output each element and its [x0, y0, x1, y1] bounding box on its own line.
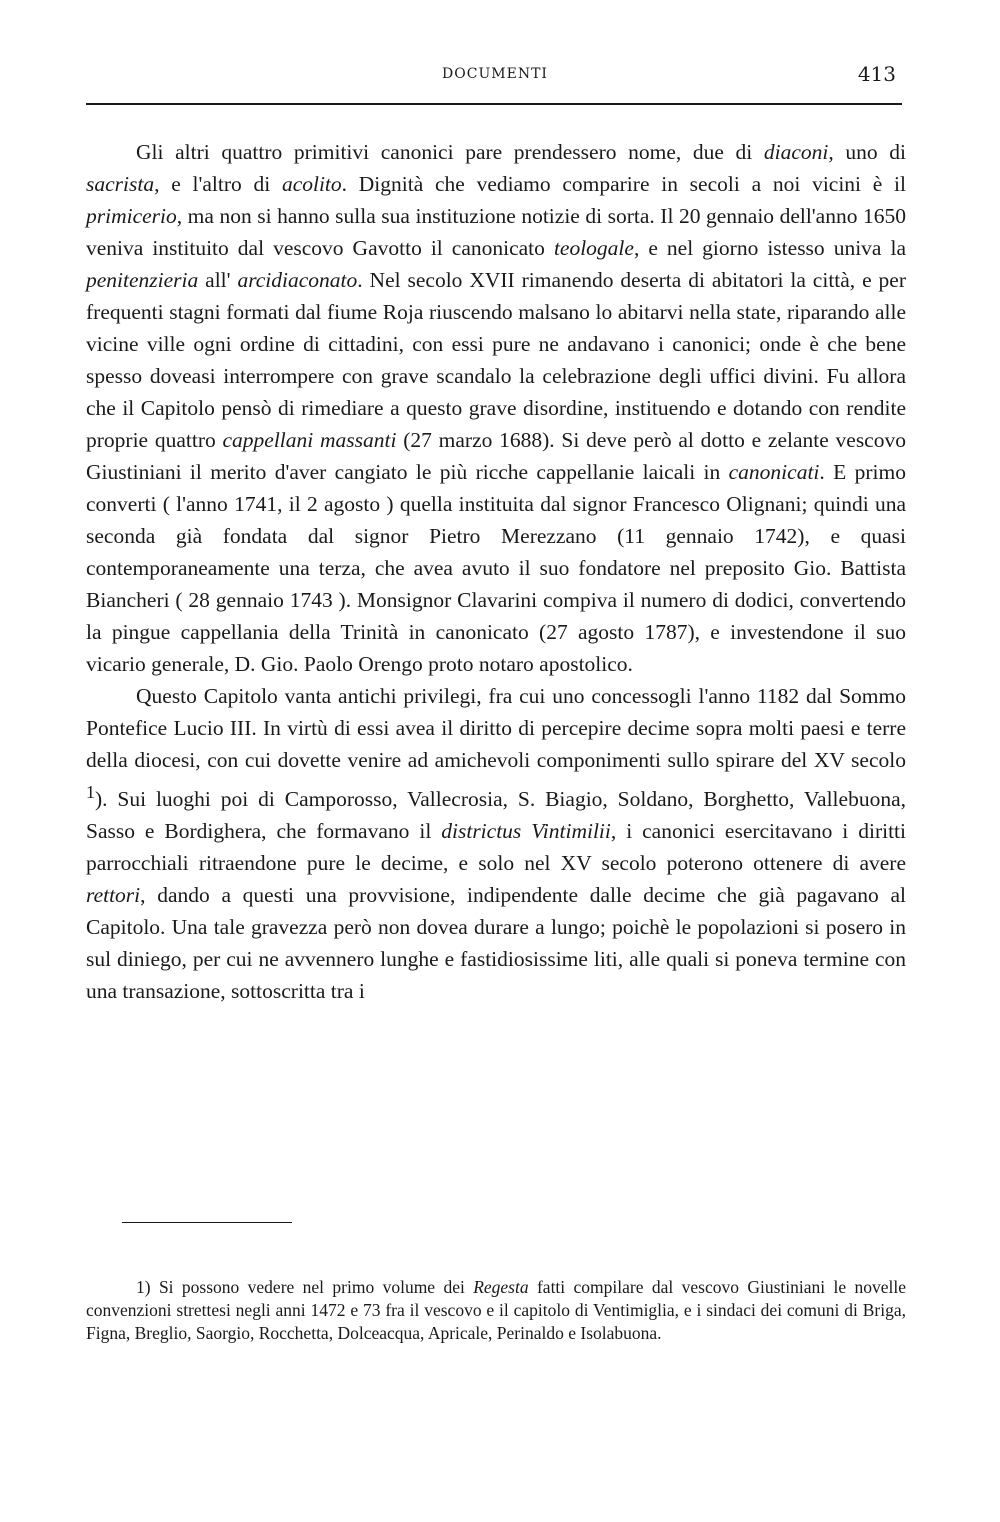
italic-term: sacrista: [86, 172, 155, 196]
footnote-marker: 1: [86, 782, 95, 802]
text-run: all': [198, 268, 238, 292]
header-rule: [86, 103, 902, 105]
text-run: , e l'altro di: [154, 172, 282, 196]
text-run: (27 marzo 1688). Si deve però al dotto e zelante vescovo Giustiniani il merito d'aver cangiato le più ricche cappellanie laicali in: [86, 428, 906, 484]
paragraph-2: [86, 680, 906, 1007]
page-header: [86, 62, 904, 92]
italic-term: teologale: [553, 236, 634, 260]
text-run: . Nel secolo XVII rimanendo deserta di abitatori la città, e per frequenti stagni formati dal fiume Roja riuscendo malsano lo abitarvi nella state, riparando alle vicine ville ogni ordine di cittadini, con essi pure ne andavano i canonici; onde è che bene spesso doveasi interrompere con grave scandalo la celebrazione degli uffici divini. Fu allora che il Capitolo pensò di rimediare a questo grave disordine, instituendo e dotando con rendite proprie quattro: [86, 268, 906, 452]
italic-term: primicerio: [86, 204, 177, 228]
text-run: , e nel giorno istesso univa la: [633, 236, 906, 260]
text-run: 1) Si possono vedere nel primo volume dei: [136, 1277, 474, 1297]
page-number: 413: [857, 62, 896, 86]
italic-term: rettori: [86, 883, 141, 908]
text-run: Gli altri quattro primitivi canonici pare prendessero nome, due di: [136, 140, 764, 164]
text-run: , ma non si hanno sulla sua instituzione notizie di sorta. Il 20 gennaio dell'anno 1650 veniva instituito dal vescovo Gavotto il canonicato: [86, 204, 906, 260]
italic-term: canonicati: [728, 460, 820, 484]
italic-term: Regesta: [473, 1277, 529, 1297]
italic-term: arcidiaconato: [237, 268, 358, 292]
text-run: Questo Capitolo vanta antichi privilegi, fra cui uno concessogli l'anno 1182 dal Sommo Pontefice Lucio III. In virtù di essi avea il diritto di percepire decime sopra molti paesi e terre della diocesi, con cui dovette venire ad amichevoli componimenti sullo spirare del XV secolo: [86, 684, 906, 772]
italic-term: acolito: [281, 172, 342, 196]
italic-term: districtus Vintimilii: [441, 819, 611, 844]
italic-term: cappellani massanti: [222, 428, 397, 452]
italic-term: penitenzieria: [86, 268, 199, 292]
footnote: [86, 1276, 906, 1345]
text-run: fatti compilare dal vescovo Giustiniani le novelle convenzioni strettesi negli anni 1472 e 73 fra il vescovo e il capitolo di Ventimiglia, e i sindaci dei comuni di Briga, Figna, Breglio, Saorgio, Rocchetta, Dolceacqua, Apricale, Perinaldo e Isolabuona.: [86, 1277, 906, 1343]
text-run: . E primo converti ( l'anno 1741, il 2 agosto ) quella instituita dal signor Francesco Olignani; quindi una seconda già fondata dal signor Pietro Merezzano (11 gennaio 1742), e quasi contemporaneamente una terza, che avea avuto il suo fondatore nel preposito Gio. Battista Biancheri ( 28 gennaio 1743 ). Monsignor Clavarini compiva il numero di dodici, convertendo la pingue cappellania della Trinità in canonicato (27 agosto 1787), e investendone il suo vicario generale, D. Gio. Paolo Orengo proto notaro apostolico.: [86, 460, 906, 676]
text-run: , uno di: [828, 140, 907, 164]
body-text: [86, 136, 906, 1007]
footnote-rule: [122, 1222, 292, 1223]
text-run: , dando a questi una provvisione, indipendente dalle decime che già pagavano al Capitolo. Una tale gravezza però non dovea durare a lungo; poichè le popolazioni si posero in sul diniego, per cui ne avvennero lunghe e fastidiosissime liti, alle quali si poneva termine con una transazione, sottoscritta tra i: [86, 883, 906, 1004]
paragraph-1: [86, 136, 906, 680]
footnote-text: [86, 1276, 906, 1345]
text-run: , i canonici esercitavano i diritti parrocchiali ritraendone pure le decime, e solo nel XV secolo poterono ottenere di avere: [86, 819, 906, 876]
text-run: ). Sui luoghi poi di Camporosso, Vallecrosia, S. Biagio, Soldano, Borghetto, Vallebuona, Sasso e Bordighera, che formavano il: [86, 787, 906, 844]
text-run: . Dignità che vediamo comparire in secoli a noi vicini è il: [341, 172, 906, 196]
running-title: DOCUMENTI: [442, 66, 548, 82]
italic-term: diaconi: [763, 140, 829, 164]
